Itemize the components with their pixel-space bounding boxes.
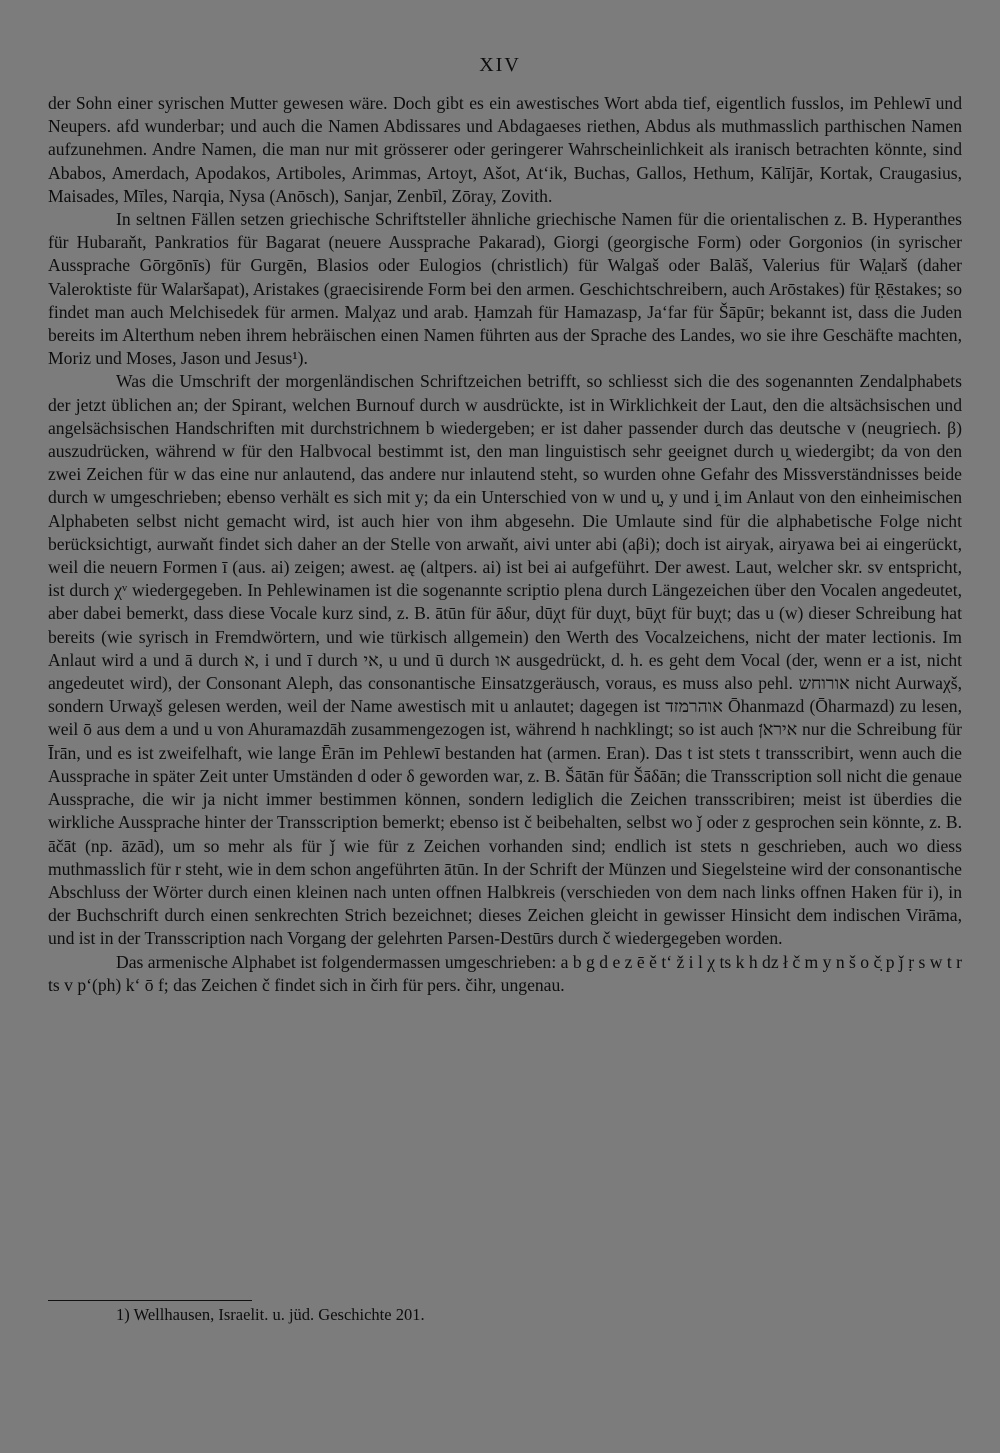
paragraph-1: der Sohn einer syrischen Mutter gewesen wäre. Doch gibt es ein awestisches Wort abda tief, eigentlich fusslos, im Pehlewī und Neupers. afd wunderbar; und auch die Namen Abdissares und Abdagaeses riethen, Abdus als muthmasslich parthischen Namen aufzunehmen. Andre Namen, die man nur mit grösserer oder geringerer Wahrscheinlichkeit als iranisch betrachten könnte, sind Ababos, Amerdach, Apodakos, Artiboles, Arimmas, Artoyt, Ašot, At‘ik, Buchas, Gallos, Hethum, Kālījār, Kortak, Craugasius, Maisades, Mīles, Narqia, Nysa (Anōsch), Sanjar, Zenbīl, Zōray, Zovith. (48, 93, 962, 206)
footnote: 1) Wellhausen, Israelit. u. jüd. Geschichte 201. (116, 1305, 425, 1324)
main-text (48, 92, 962, 997)
paragraph-4: Das armenische Alphabet ist folgendermassen umgeschrieben: a b g d e z ē ě t‘ ž i l χ ts k h dz ł č m y n š o č̣ p ǰ ṛ s w t r ts v p‘(ph) k‘ ō f; das Zeichen č findet sich in čirh für pers. čihr, ungenau. (48, 951, 962, 995)
paragraph-2: In seltnen Fällen setzen griechische Schriftsteller ähnliche griechische Namen für die orientalischen z. B. Hyperanthes für Hubaraňt, Pankratios für Bagarat (neuere Aussprache Pakarad), Giorgi (georgische Form) oder Gorgonios (in syrischer Aussprache Gōrgōnīs) für Gurgēn, Blasios oder Eulogios (christlich) für Walgaš oder Balāš, Valerius für Wal̤arš (daher Valeroktiste für Walaršapat), Aristakes (graecisirende Form bei den armen. Geschichtschreibern, auch Arōstakes) für R̤ēstakes; so findet man auch Melchisedek für armen. Malχaz und arab. Ḥamzah für Hamazasp, Ja‘far für Šāpūr; bekannt ist, dass die Juden bereits im Alterthum neben ihrem hebräischen einen Namen führten aus der Sprache des Landes, wo sie ihre Geschäfte machten, Moriz und Moses, Jason und Jesus¹). (48, 209, 962, 369)
page-number: XIV (479, 54, 521, 76)
paragraph-3: Was die Umschrift der morgenländischen Schriftzeichen betrifft, so schliesst sich die des sogenannten Zendalphabets der jetzt üblichen an; der Spirant, welchen Burnouf durch w ausdrückte, ist in Wirklichkeit der Laut, den die altsächsischen und angelsächsischen Handschriften mit durchstrichnem b wiedergeben; er ist daher passender durch das deutsche v (neugriech. β) auszudrücken, während w für den Halbvocal bestimmt ist, den man linguistisch sehr geeignet durch u̯ wiedergibt; da von den zwei Zeichen für w das eine nur anlautend, das andere nur inlautend steht, so wurden ohne Gefahr des Missverständnisses beide durch w umgeschrieben; ebenso verhält es sich mit y; da ein Unterschied von w und u̯, y und i̯ im Anlaut von den einheimischen Alphabeten selbst nicht gemacht wird, ist auch hier von ihm abgesehn. Die Umlaute sind für die alphabetische Folge nicht berücksichtigt, aurwaňt findet sich daher an der Stelle von arwaňt, aivi unter abi (aβi); doch ist airyak, airyawa bei ai eingerückt, weil die neuern Formen ī (aus. ai) zeigen; awest. aę (altpers. ai) ist bei ai aufgeführt. Der awest. Laut, welcher skr. sv entspricht, ist durch χᵛ wiedergegeben. In Pehlewinamen ist die sogenannte scriptio plena durch Längezeichen über den Vocalen angedeutet, aber dabei bemerkt, dass diese Vocale kurz sind, z. B. ātūn für āδur, dūχt für duχt, būχt für buχt; das u (w) dieser Schreibung hat bereits (wie syrisch in Fremdwörtern, und wie türkisch allgemein) den Werth des Vocalzeichens, nicht der mater lectionis. Im Anlaut wird a und ā durch א, i und ī durch אי, u und ū durch או ausgedrückt, d. h. es geht dem Vocal (der, wenn er a ist, nicht angedeutet wird), der Consonant Aleph, das consonantische Einsatzgeräusch, voraus, es muss also pehl. אורוחש nicht Aurwaχš, sondern Urwaχš gelesen werden, weil der Name awestisch mit u anlautet; dagegen ist אוהרמזד Ōhanmazd (Ōharmazd) zu lesen, weil ō aus dem a und u von Ahuramazdāh zusammengezogen ist, während h nachklingt; so ist auch אירא̈ן nur die Schreibung für Īrān, und es ist zweifelhaft, wie lange Ērān im Pehlewī bestanden hat (armen. Eran). Das t ist stets t transscribirt, wenn auch die Aussprache in später Zeit unter Umständen d oder δ geworden war, z. B. Šātān für Šāδān; die Transscription soll nicht die genaue Aussprache, die wir ja nicht immer bestimmen können, sondern lediglich die Zeichen transscribiren; meist ist überdies die wirkliche Aussprache hinter der Transscription bemerkt; ebenso ist č beibehalten, selbst wo ǰ oder z gesprochen sein könnte, z. B. āčāt (np. āzād), um so mehr als für ǰ wie für z Zeichen vorhanden sind; endlich ist stets n geschrieben, auch wo diess muthmasslich für r steht, wie in dem schon angeführten ātūn. In der Schrift der Münzen und Siegelsteine wird der consonantische Abschluss der Wörter durch einen kleinen nach unten offnen Halbkreis (verschieden von dem nach links offnen Haken für i), in der Buchschrift durch einen senkrechten Strich bezeichnet; dieses Zeichen gleicht in gewisser Hinsicht dem indischen Virāma, und ist in der Transscription nach Vorgang der gelehrten Parsen-Destūrs durch č wiedergegeben worden. (48, 371, 962, 949)
footnote-divider (48, 1300, 252, 1301)
